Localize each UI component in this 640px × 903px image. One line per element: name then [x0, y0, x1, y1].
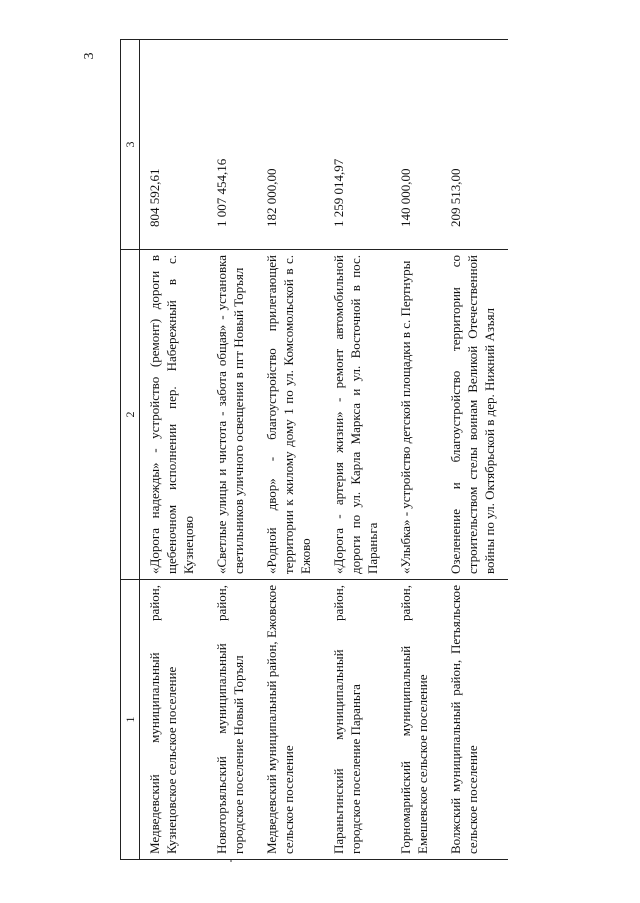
amount-cell: 140 000,00: [391, 40, 441, 250]
column-header-1: 1: [121, 580, 140, 860]
project-cell: Озеленение и благоустройство территории со строительством стелы воинам Великой Отечественной войны по ул. Октябрьской в дер. Нижний Азъял: [441, 250, 508, 580]
table-row: [140, 40, 208, 860]
table-row: [257, 40, 324, 860]
page-number: 3: [82, 52, 97, 60]
project-cell: «Дорога - артерия жизни» - ремонт автомобильной дороги по ул. Карла Маркса и ул. Восточной в пос. Параньга: [324, 250, 391, 580]
table-row: [391, 40, 441, 860]
table-row: [207, 40, 257, 860]
municipality-cell: Новоторъяльский муниципальный район, городское поселение Новый Торъял: [207, 580, 257, 860]
rotated-table-container: [120, 40, 550, 860]
amount-cell: 1 259 014,97: [324, 40, 391, 250]
scan-speck: [230, 860, 232, 862]
municipality-cell: Медведевский муниципальный район, Кузнецовское сельское поселение: [140, 580, 208, 860]
project-cell: «Светлые улицы и чистота - забота общая» - установка светильников уличного освещения в пгт Новый Торъял: [207, 250, 257, 580]
municipality-cell: Горномарийский муниципальный район, Емешевское сельское поселение: [391, 580, 441, 860]
municipality-cell: Параньгинский муниципальный район, городское поселение Параньга: [324, 580, 391, 860]
column-header-2: 2: [121, 250, 140, 580]
amount-cell: 1 007 454,16: [207, 40, 257, 250]
municipality-cell: Медведевский муниципальный район, Ежовское сельское поселение: [257, 580, 324, 860]
projects-table: [120, 39, 508, 860]
municipality-cell: Волжский муниципальный район, Петьяльское сельское поселение: [441, 580, 508, 860]
table-row: [324, 40, 391, 860]
amount-cell: 804 592,61: [140, 40, 208, 250]
amount-cell: 209 513,00: [441, 40, 508, 250]
project-cell: «Дорога надежды» - устройство (ремонт) дороги в щебеночном исполнении пер. Набережный в с. Кузнецово: [140, 250, 208, 580]
project-cell: «Улыбка» - устройство детской площадки в с. Пертнуры: [391, 250, 441, 580]
table-row: [441, 40, 508, 860]
project-cell: «Родной двор» - благоустройство прилегающей территории к жилому дому 1 по ул. Комсомольской в с. Ежово: [257, 250, 324, 580]
column-header-3: 3: [121, 40, 140, 250]
amount-cell: 182 000,00: [257, 40, 324, 250]
table-header-row: [121, 40, 140, 860]
